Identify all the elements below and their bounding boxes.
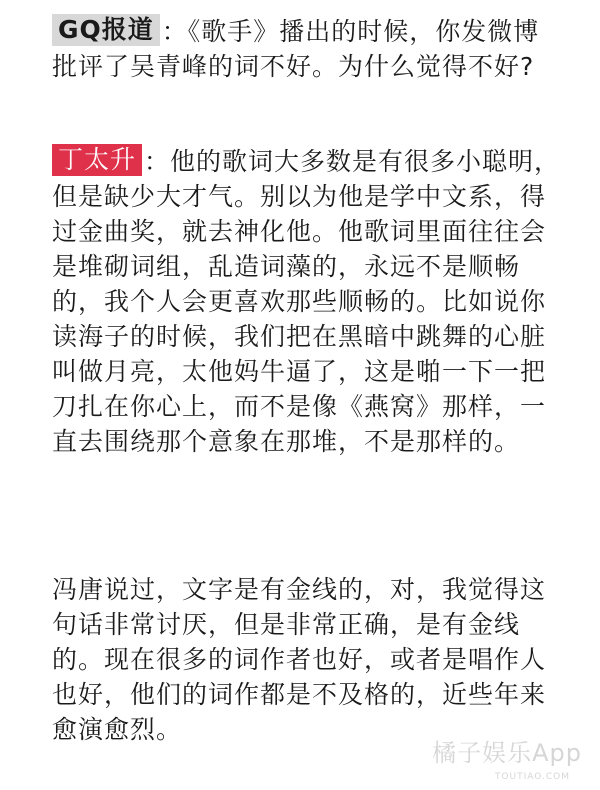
text-line: 句话非常讨厌，但是非常正确，是有金线 <box>52 610 521 639</box>
answer-paragraph <box>52 144 561 459</box>
text-line: 批评了吴青峰的词不好。为什么觉得不好? <box>52 52 535 81</box>
text-line: 直去围绕那个意象在那堆，不是那样的。 <box>52 427 521 456</box>
text-line: 叫做月亮，太他妈牛逼了，这是啪一下一把 <box>52 357 547 386</box>
text-line: 的，我个人会更喜欢那些顺畅的。比如说你 <box>52 287 547 316</box>
speaker-tag-gq: GQ报道 <box>52 14 160 46</box>
text-line: 刀扎在你心上，而不是像《燕窝》那样，一 <box>52 392 547 421</box>
text-line <box>52 14 552 49</box>
text-line: 过金曲奖，就去神化他。他歌词里面往往会 <box>52 217 547 246</box>
text-line: 的。现在很多的词作者也好，或者是唱作人 <box>52 645 547 674</box>
text-line <box>52 144 561 179</box>
watermark-subtext: TOUTIAO.COM <box>494 772 570 782</box>
text-line-content: ：《歌手》播出的时候，你发微博 <box>161 17 540 46</box>
text-line: 愈演愈烈。 <box>52 715 183 744</box>
watermark-logo: 橘子娱乐App <box>432 739 582 767</box>
body-paragraph <box>52 572 552 747</box>
speaker-tag-ding: 丁太升 <box>52 144 142 176</box>
text-line: 是堆砌词组，乱造词藻的，永远不是顺畅 <box>52 252 521 281</box>
text-line: 读海子的时候，我们把在黑暗中跳舞的心脏 <box>52 322 547 351</box>
text-line: 但是缺少大才气。别以为他是学中文系，得 <box>52 182 547 211</box>
question-paragraph <box>52 14 552 84</box>
text-line-content: ：他的歌词大多数是有很多小聪明， <box>144 147 561 176</box>
text-line: 也好，他们的词作都是不及格的，近些年来 <box>52 680 547 709</box>
text-line: 冯唐说过，文字是有金线的，对，我觉得这 <box>52 575 547 604</box>
